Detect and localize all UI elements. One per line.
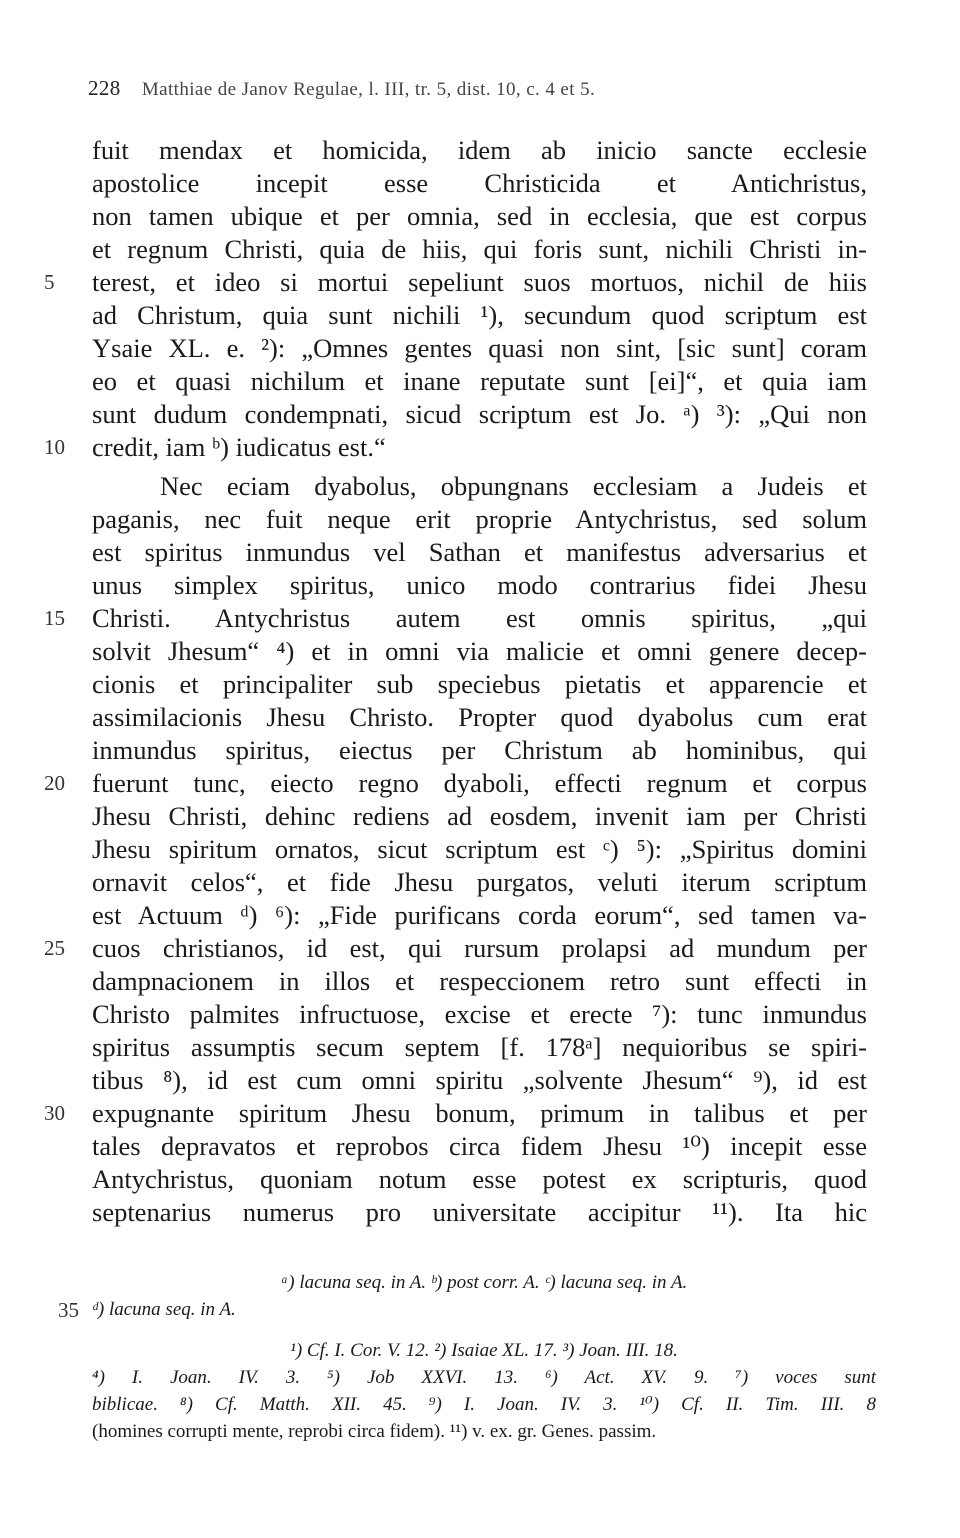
body-line: terest, et ideo si mortui sepeliunt suos mortuos, nichil de hiis [92,267,867,297]
line-number: 20 [44,771,65,795]
body-line: apostolice incepit esse Christicida et Antichristus, [92,168,867,198]
citation-line: ⁴) I. Joan. IV. 3. ⁵) Job XXVI. 13. ⁶) Act. XV. 9. ⁷) voces sunt [92,1367,876,1388]
line-number: 10 [44,435,65,459]
body-line: ornavit celos“, et fide Jhesu purgatos, veluti iterum scriptum [92,867,867,897]
body-line: expugnante spiritum Jhesu bonum, primum in talibus et per [92,1098,867,1128]
body-line: assimilacionis Jhesu Christo. Propter quod dyabolus cum erat [92,702,867,732]
footnote-line-number: 35 [58,1298,79,1322]
body-line: Antychristus, quoniam notum esse potest ex scripturis, quod [92,1164,867,1194]
citation-line: biblicae. ⁸) Cf. Matth. XII. 45. ⁹) I. Joan. IV. 3. ¹⁰) Cf. II. Tim. III. 8 [92,1394,876,1415]
body-line: spiritus assumptis secum septem [f. 178ᵃ] nequioribus se spiri- [92,1032,867,1062]
line-number: 5 [44,270,55,294]
citation-line: (homines corrupti mente, reprobi circa fidem). ¹¹) v. ex. gr. Genes. passim. [92,1421,657,1442]
line-number: 25 [44,936,65,960]
body-line: et regnum Christi, quia de hiis, qui foris sunt, nichili Christi in- [92,234,867,264]
body-line: solvit Jhesum“ ⁴) et in omni via malicie et omni genere decep- [92,636,867,666]
body-line: cionis et principaliter sub speciebus pietatis et apparencie et [92,669,867,699]
body-line: est Actuum ᵈ) ⁶): „Fide purificans corda eorum“, sed tamen va- [92,900,867,930]
body-line: Ysaie XL. e. ²): „Omnes gentes quasi non sint, [sic sunt] coram [92,333,867,363]
body-line: non tamen ubique et per omnia, sed in ecclesia, que est corpus [92,201,867,231]
apparatus-line: ᵃ) lacuna seq. in A. ᵇ) post corr. A. ᶜ) lacuna seq. in A. [280,1272,688,1293]
apparatus-line: ᵈ) lacuna seq. in A. [92,1299,236,1320]
line-number: 30 [44,1101,65,1125]
body-line: ad Christum, quia sunt nichili ¹), secundum quod scriptum est [92,300,867,330]
body-line: Nec eciam dyabolus, obpungnans ecclesiam a Judeis et [160,471,867,501]
page-number: 228 [88,76,121,100]
running-title: Matthiae de Janov Regulae, l. III, tr. 5, dist. 10, c. 4 et 5. [141,79,596,100]
body-line: eo et quasi nichilum et inane reputate sunt [ei]“, et quia iam [92,366,867,396]
body-line: cuos christianos, id est, qui rursum prolapsi ad mundum per [92,933,867,963]
body-line: Christo palmites infructuose, excise et erecte ⁷): tunc inmundus [92,999,867,1029]
body-line: tales depravatos et reprobos circa fidem Jhesu ¹⁰) incepit esse [92,1131,867,1161]
body-line: unus simplex spiritus, unico modo contrarius fidei Jhesu [92,570,867,600]
body-line: fuit mendax et homicida, idem ab inicio sancte ecclesie [92,135,867,165]
body-line: Jhesu Christi, dehinc rediens ad eosdem, invenit iam per Christi [92,801,867,831]
body-line: paganis, nec fuit neque erit proprie Antychristus, sed solum [92,504,867,534]
body-line: tibus ⁸), id est cum omni spiritu „solvente Jhesum“ ⁹), id est [92,1065,867,1095]
running-header [88,76,878,101]
line-number: 15 [44,606,65,630]
body-line: septenarius numerus pro universitate accipitur ¹¹). Ita hic [92,1197,867,1227]
body-line: fuerunt tunc, eiecto regno dyaboli, effecti regnum et corpus [92,768,867,798]
body-line: Jhesu spiritum ornatos, sicut scriptum est ᶜ) ⁵): „Spiritus domini [92,834,867,864]
body-line: sunt dudum condempnati, sicud scriptum est Jo. ᵃ) ³): „Qui non [92,399,867,429]
citation-line: ¹) Cf. I. Cor. V. 12. ²) Isaiae XL. 17. ³) Joan. III. 18. [290,1340,678,1361]
body-line: Christi. Antychristus autem est omnis spiritus, „qui [92,603,867,633]
body-line: inmundus spiritus, eiectus per Christum ab hominibus, qui [92,735,867,765]
body-line: credit, iam ᵇ) iudicatus est.“ [92,432,386,462]
body-line: dampnacionem in illos et respeccionem retro sunt effecti in [92,966,867,996]
body-line: est spiritus inmundus vel Sathan et manifestus adversarius et [92,537,867,567]
